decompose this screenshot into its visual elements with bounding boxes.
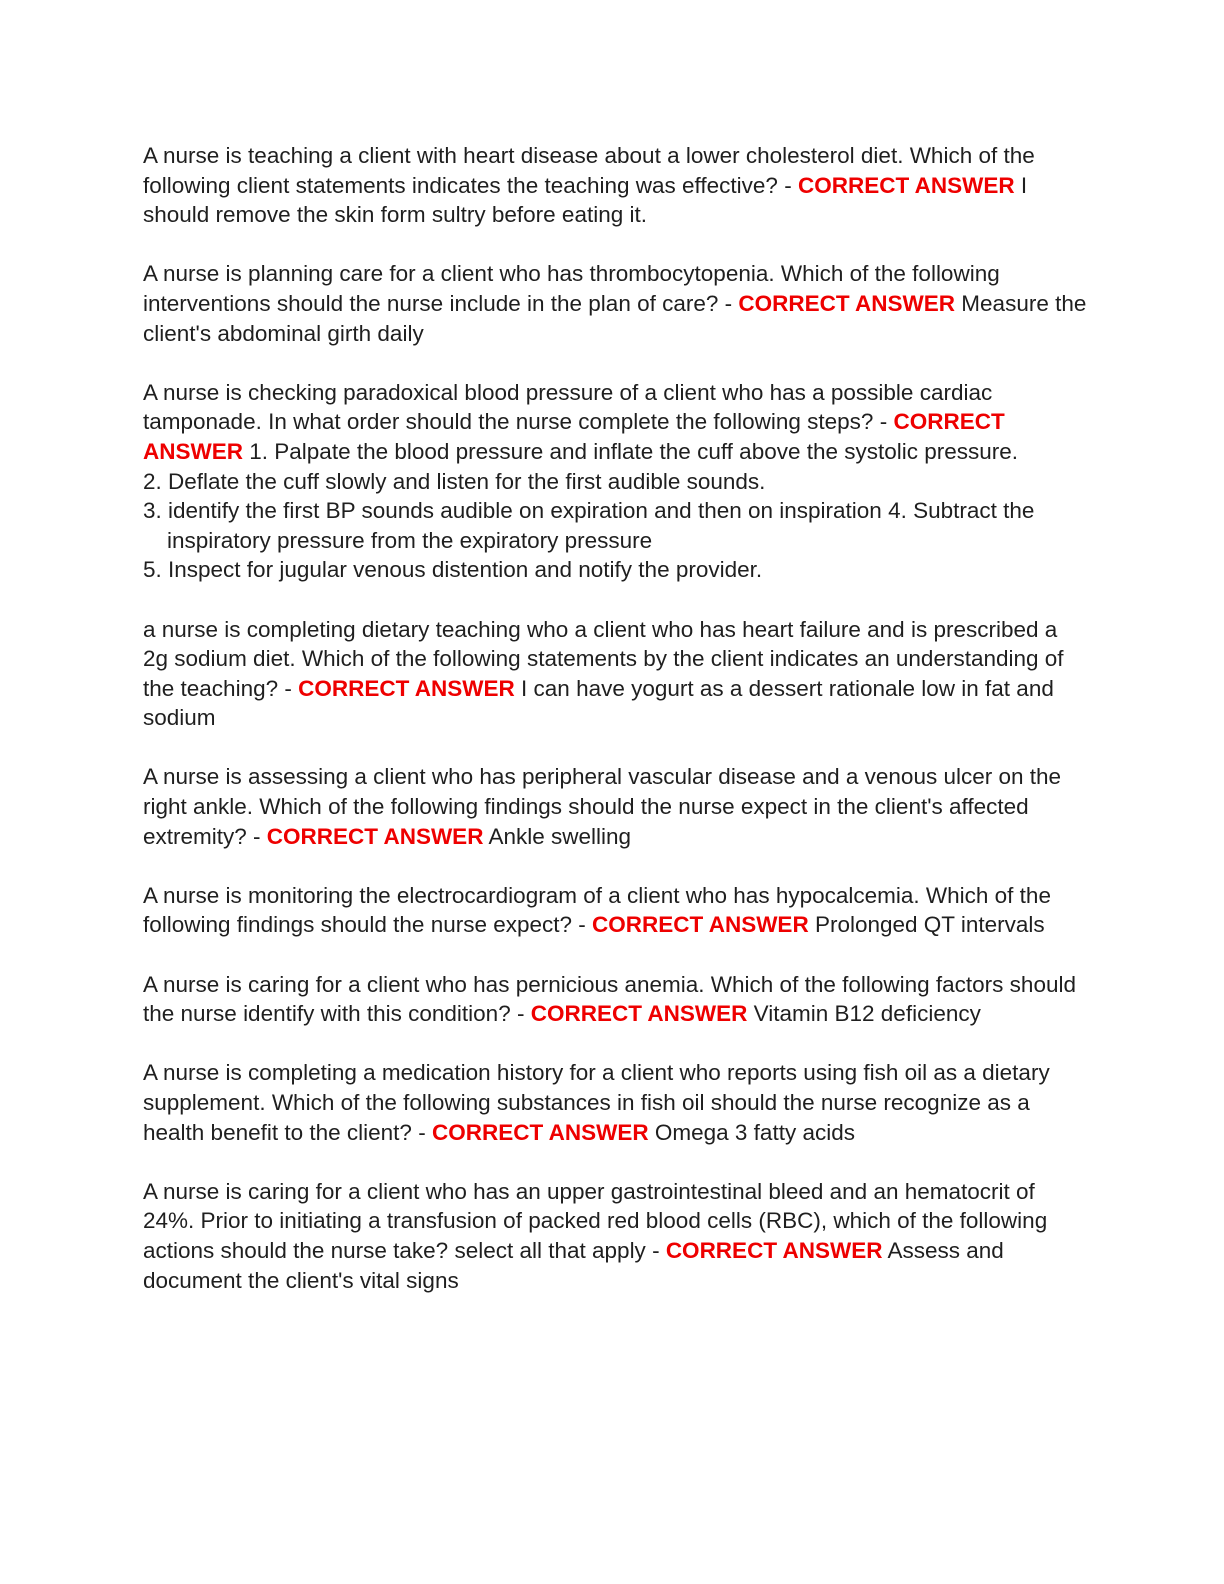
answer-step: 2. Deflate the cuff slowly and listen for the first audible sounds.: [143, 468, 766, 494]
question-text: A nurse is caring for a client who has pernicious anemia. Which of the following factors should the nurse identify with this condition? -: [143, 971, 1076, 1027]
answer-text: Assess and document the client's vital signs: [143, 1237, 1004, 1293]
answer-step: 5. Inspect for jugular venous distention and notify the provider.: [143, 557, 763, 583]
qa-item-9: [143, 1177, 1088, 1295]
correct-answer-label: CORRECT ANSWER: [592, 912, 809, 938]
answer-text: Prolonged QT intervals: [808, 912, 1045, 938]
correct-answer-label: CORRECT ANSWER: [530, 1001, 748, 1027]
question-text: A nurse is teaching a client with heart disease about a lower cholesterol diet. Which of the following client statements indicates the teaching was effective? -: [143, 143, 1035, 198]
answer-text: Measure the client's abdominal girth daily: [143, 290, 1087, 346]
question-text: A nurse is assessing a client who has peripheral vascular disease and a venous ulcer on the right ankle. Which of the following findings should the nurse expect in the client's affected extremity? -: [143, 764, 1062, 849]
correct-answer-label: CORRECT ANSWER: [738, 290, 956, 316]
document-page: [143, 141, 1088, 1325]
answer-step: 3. identify the first BP sounds audible on expiration and then on inspiration 4. Subtract the inspiratory pressure from the expiratory pressure: [143, 498, 1035, 553]
answer-steps-list: [143, 467, 1088, 585]
question-text: A nurse is planning care for a client who has thrombocytopenia. Which of the following interventions should the nurse include in the plan of care? -: [143, 261, 1000, 316]
qa-item-7: [143, 970, 1088, 1029]
qa-item-2: [143, 259, 1088, 348]
answer-text: Ankle swelling: [483, 823, 632, 849]
correct-answer-label: CORRECT ANSWER: [143, 409, 1005, 464]
qa-item-6: [143, 881, 1088, 940]
qa-item-8: [143, 1058, 1088, 1147]
question-text: A nurse is monitoring the electrocardiogram of a client who has hypocalcemia. Which of the following findings should the nurse expect? -: [143, 882, 1051, 938]
question-text: a nurse is completing dietary teaching who a client who has heart failure and is prescribed a 2g sodium diet. Which of the following statements by the client indicates an understanding of the teaching? -: [143, 616, 1064, 701]
qa-item-3: [143, 378, 1088, 585]
correct-answer-label: CORRECT ANSWER: [431, 1119, 649, 1145]
answer-text: Vitamin B12 deficiency: [747, 1001, 981, 1027]
answer-text: 1. Palpate the blood pressure and inflate the cuff above the systolic pressure.: [243, 438, 1019, 464]
question-text: A nurse is completing a medication history for a client who reports using fish oil as a dietary supplement. Which of the following substances in fish oil should the nurse recognize as a health benefit to the client? -: [143, 1060, 1050, 1145]
answer-text: I can have yogurt as a dessert rationale low in fat and sodium: [143, 675, 1054, 731]
correct-answer-label: CORRECT ANSWER: [797, 172, 1015, 198]
qa-item-5: [143, 762, 1088, 851]
qa-item-4: [143, 615, 1088, 733]
answer-text: Omega 3 fatty acids: [648, 1119, 855, 1145]
question-text: A nurse is checking paradoxical blood pressure of a client who has a possible cardiac tamponade. In what order should the nurse complete the following steps? -: [143, 379, 993, 435]
qa-item-1: [143, 141, 1088, 230]
correct-answer-label: CORRECT ANSWER: [665, 1237, 883, 1263]
question-text: A nurse is caring for a client who has an upper gastrointestinal bleed and an hematocrit of 24%. Prior to initiating a transfusion of packed red blood cells (RBC), which of the following actions should the nurse take? select all that apply -: [143, 1178, 1048, 1263]
qa-item-3-body: [143, 378, 1088, 467]
answer-text: I should remove the skin form sultry before eating it.: [143, 172, 1028, 228]
correct-answer-label: CORRECT ANSWER: [298, 675, 515, 701]
correct-answer-label: CORRECT ANSWER: [266, 823, 484, 849]
